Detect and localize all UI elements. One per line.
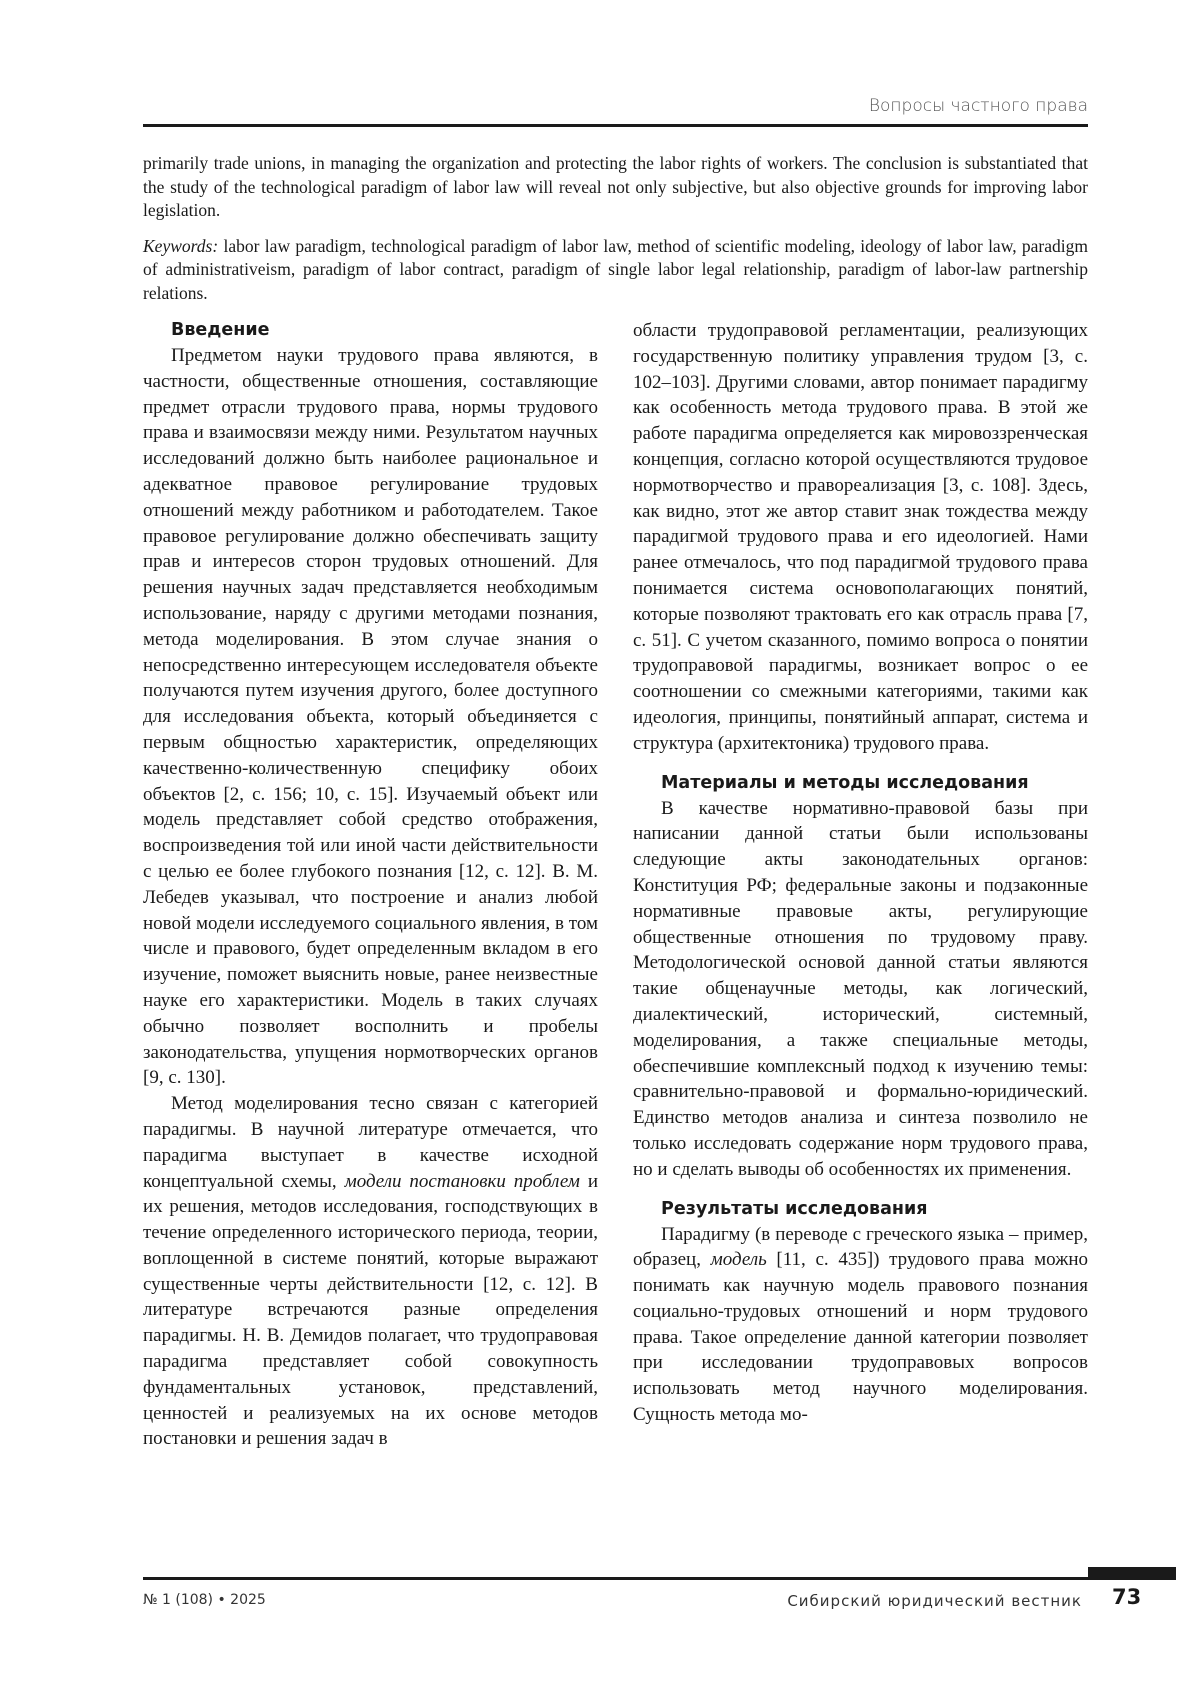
results-paragraph-part-a: Парадигму (в переводе с греческого языка – пример, образец,: [633, 1223, 1088, 1271]
intro-paragraph-2-continued: области трудоправовой регламентации, реализующих государственную политику управления трудом [3, с. 102–103]. Другими словами, автор понимает парадигму как особенность метода трудового права. В этой же работе парадигма определяется как мировоззренческая концепция, согласно которой осуществляются трудовое нормотворчество и правореализация [3, с. 108]. Здесь, как видно, этот же автор ставит знак тождества между парадигмой трудового права и его идеологией. Нами ранее отмечалось, что под парадигмой трудового права понимается система основополагающих понятий, которые позволяют трактовать его как отрасль права [7, с. 51]. С учетом сказанного, помимо вопроса о понятии трудоправовой парадигмы, возникает вопрос о ее соотношении со смежными категориями, такими как идеология, принципы, понятийный аппарат, система и структура (архитектоника) трудового права.: [633, 320, 1088, 754]
keywords-label: Keywords:: [143, 235, 219, 256]
intro-paragraph-2-part-b: и их решения, методов исследования, господствующих в течение определенного исторического периода, теории, воплощенной в системе понятий, которые выражают существенные черты действительности [12, с. 12]. В литературе встречаются разные определения парадигмы. Н. В. Демидов полагает, что трудоправовая парадигма представляет собой совокупность фундаментальных установок, представлений, ценностей и реализуемых на их основе методов постановки и решения задач в: [143, 1170, 598, 1450]
keywords-paragraph: [143, 235, 1088, 306]
footer-page-tab: [1088, 1567, 1176, 1580]
results-paragraph-part-b: [11, с. 435]) трудового права можно понимать как научную модель правового познания социально-трудовых отношений и норм трудового права. Такое определение данной категории позволяет при исследовании трудоправовых вопросов использовать метод научного моделирования. Сущность метода мо-: [633, 1249, 1088, 1426]
abstract-block: [143, 152, 1088, 317]
footer-rule: [143, 1577, 1088, 1580]
results-paragraph-emphasis: модель: [710, 1249, 767, 1271]
intro-paragraph-1: Предметом науки трудового права являются, в частности, общественные отношения, составляющие предмет отрасли трудового права, нормы трудового права и взаимосвязи между ними. Результатом научных исследований должно быть наиболее рациональное и адекватное правовое регулирование трудовых отношений между работником и работодателем. Такое правовое регулирование должно обеспечивать защиту прав и интересов сторон трудовых отношений. Для решения научных задач представляется необходимым использование, наряду с другими методами познания, метода моделирования. В этом случае знания о непосредственно интересующем исследователя объекте получаются путем изучения другого, более доступного для исследования объекта, который объединяется с первым общностью характеристик, определяющих качественно-количественную специфику обоих объектов [2, с. 156; 10, с. 15]. Изучаемый объект или модель представляет собой средство отображения, воспроизведения той или иной части действительности с целью ее более глубокого познания [12, с. 12]. В. М. Лебедев указывал, что построение и анализ любой новой модели исследуемого социального явления, в том числе и правового, будет определенным вкладом в его изучение, поможет выяснить новые, ранее неизвестные науке его характеристики. Модель в таких случаях обычно позволяет восполнить и пробелы законодательства, упущения нормотворческих органов [9, с. 130].: [143, 345, 598, 1089]
footer-journal-title: Сибирский юридический вестник: [787, 1592, 1082, 1610]
methods-paragraph: В качестве нормативно-правовой базы при написании данной статьи были использованы следующие акты законодательных органов: Конституция РФ; федеральные законы и подзаконные нормативные правовые акты, регулирующие общественные отношения по трудовому праву. Методологической основой данной статьи являются такие общенаучные методы, как логический, диалектический, исторический, системный, моделирования, а также специальные методы, обеспечившие комплексный подход к изучению темы: сравнительно-правовой и формально-юридический. Единство методов анализа и синтеза позволило не только исследовать содержание норм трудового права, но и сделать выводы об особенностях их применения.: [633, 797, 1088, 1180]
heading-materials-methods: Материалы и методы исследования: [661, 772, 1029, 793]
intro-paragraph-2: [143, 1091, 598, 1452]
heading-results: Результаты исследования: [661, 1198, 928, 1219]
heading-introduction: Введение: [171, 320, 270, 340]
footer-issue: № 1 (108) • 2025: [143, 1592, 266, 1608]
page-number: 73: [1112, 1585, 1142, 1609]
intro-paragraph-2-emphasis: модели постановки проблем: [344, 1170, 580, 1192]
running-head-section-title: Вопросы частного права: [868, 96, 1088, 116]
left-column: [143, 318, 598, 1452]
keywords-text: labor law paradigm, technological paradigm of labor law, method of scientific modeling, ideology of labor law, paradigm of administrativeism, paradigm of labor contract, paradigm of single labor legal relationship, paradigm of labor-law partnership relations.: [143, 235, 1088, 303]
results-paragraph: [633, 1222, 1088, 1428]
intro-paragraph-2-part-a: Метод моделирования тесно связан с категорией парадигмы. В научной литературе отмечается, что парадигма выступает в качестве исходной концептуальной схемы,: [143, 1093, 598, 1192]
header-rule: [143, 124, 1088, 127]
abstract-text: primarily trade unions, in managing the organization and protecting the labor rights of workers. The conclusion is substantiated that the study of the technological paradigm of labor law will reveal not only subjective, but also objective grounds for improving labor legislation.: [143, 153, 1088, 220]
right-column: [633, 318, 1088, 1428]
